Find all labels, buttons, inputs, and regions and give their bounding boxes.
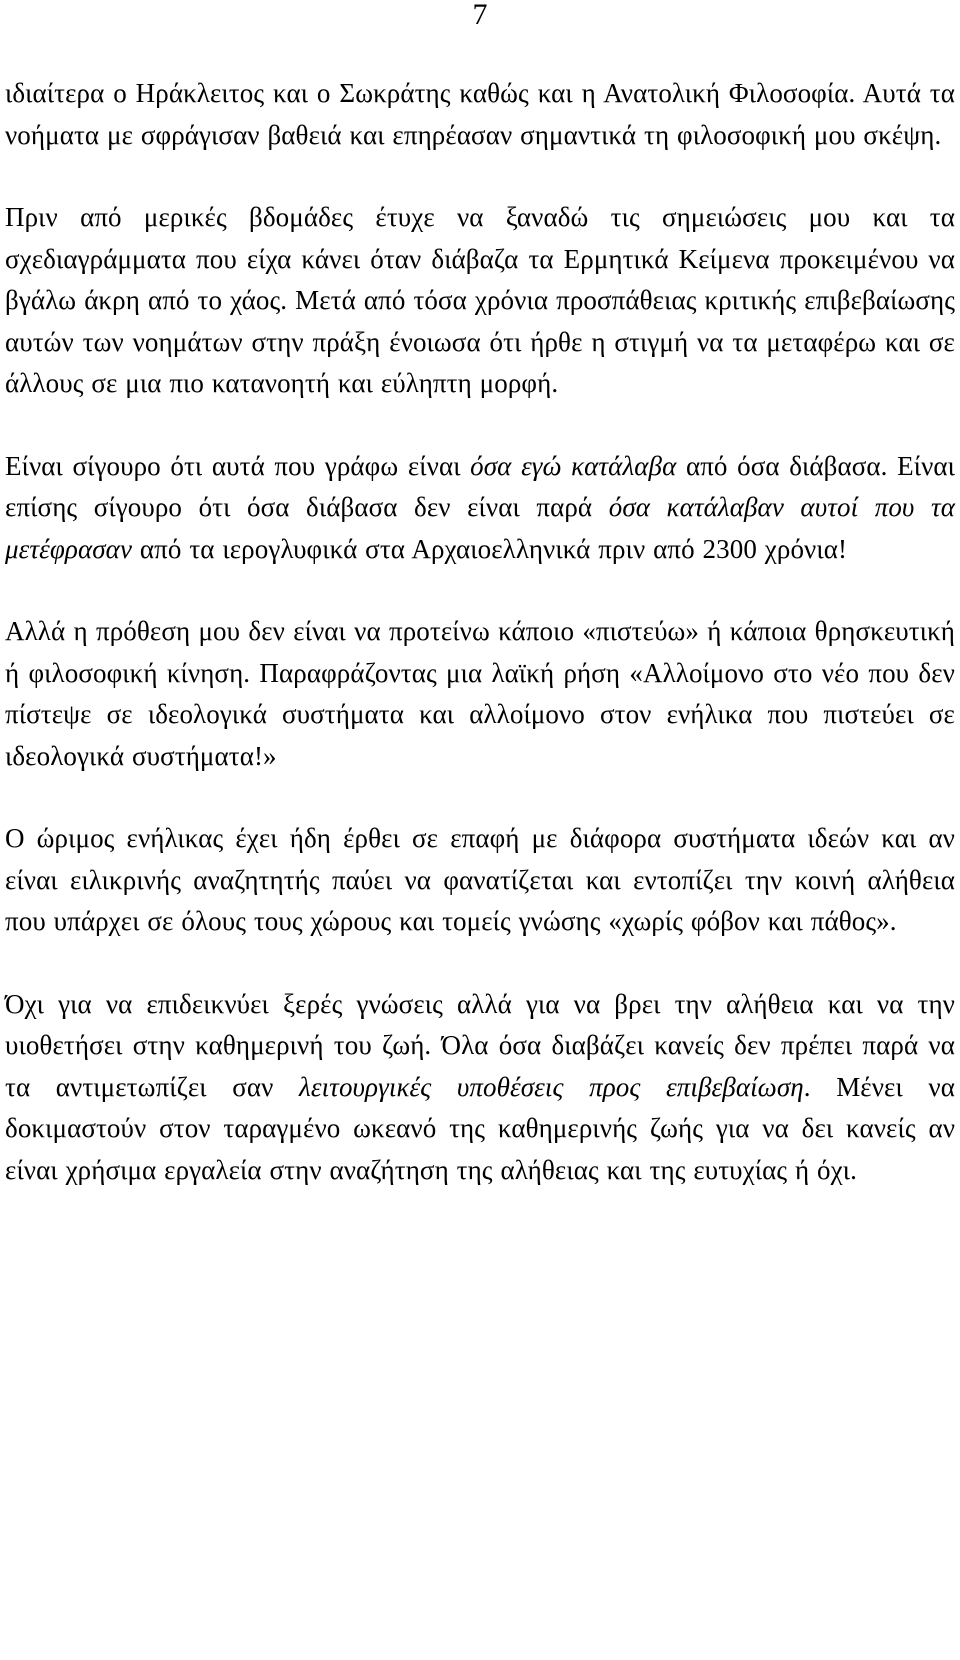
- paragraph: [5, 197, 955, 405]
- text-segment: ιδιαίτερα ο Ηράκλειτος και ο Σωκράτης καθώς και η Ανατολική Φιλοσοφία. Αυτά τα νοήματα με σφράγισαν βαθειά και επηρέασαν σημαντικά τη φιλοσοφική μου σκέψη.: [5, 78, 955, 150]
- paragraph: [5, 984, 955, 1192]
- paragraph: [5, 73, 955, 156]
- emphasized-text: λειτουργικές υποθέσεις προς επιβεβαίωση: [299, 1071, 804, 1102]
- emphasized-text: όσα κατάλαβαν αυτοί που τα μετέφρασαν: [5, 492, 955, 564]
- paragraph: [5, 446, 955, 571]
- text-segment: Είναι σίγουρο ότι αυτά που γράφω είναι: [5, 450, 471, 481]
- text-segment: Αλλά η πρόθεση μου δεν είναι να προτείνω κάποιο «πιστεύω» ή κάποια θρησκευτική ή φιλοσοφική κίνηση. Παραφράζοντας μια λαϊκή ρήση «Αλλοίμονο στο νέο που δεν πίστεψε σε ιδεολογικά συστήματα και αλλοίμονο στον ενήλικα που πιστεύει σε ιδεολογικά συστήματα!»: [5, 616, 955, 771]
- text-segment: . Μένει να δοκιμαστούν στον ταραγμένο ωκεανό της καθημερινής ζωής για να δει κανείς αν είναι χρήσιμα εργαλεία στην αναζήτηση της αλήθειας και της ευτυχίας ή όχι.: [5, 1071, 955, 1185]
- emphasized-text: όσα εγώ κατάλαβα: [470, 450, 677, 481]
- text-segment: Όχι για να επιδεικνύει ξερές γνώσεις αλλά για να βρει την αλήθεια και να την υιοθετήσει στην καθημερινή του ζωή. Όλα όσα διαβάζει κανείς δεν πρέπει παρά να τα αντιμετωπίζει σαν: [5, 988, 955, 1102]
- paragraph: [5, 611, 955, 777]
- paragraph: [5, 818, 955, 943]
- page-number: 7: [472, 0, 488, 31]
- body-text: [5, 73, 955, 1191]
- text-segment: από όσα διάβασα. Είναι επίσης σίγουρο ότι όσα διάβασα δεν είναι παρά: [5, 450, 955, 522]
- text-segment: Πριν από μερικές βδομάδες έτυχε να ξαναδώ τις σημειώσεις μου και τα σχεδιαγράμματα που είχα κάνει όταν διάβαζα τα Ερμητικά Κείμενα προκειμένου να βγάλω άκρη από το χάος. Μετά από τόσα χρόνια προσπάθειας κριτικής επιβεβαίωσης αυτών των νοημάτων στην πράξη ένοιωσα ότι ήρθε η στιγμή να τα μεταφέρω και σε άλλους σε μια πιο κατανοητή και εύληπτη μορφή.: [5, 202, 955, 398]
- text-segment: από τα ιερογλυφικά στα Αρχαιοελληνικά πριν από 2300 χρόνια!: [132, 533, 848, 564]
- text-segment: Ο ώριμος ενήλικας έχει ήδη έρθει σε επαφή με διάφορα συστήματα ιδεών και αν είναι ειλικρινής αναζητητής παύει να φανατίζεται και εντοπίζει την κοινή αλήθεια που υπάρχει σε όλους τους χώρους και τομείς γνώσης «χωρίς φόβον και πάθος».: [5, 823, 955, 936]
